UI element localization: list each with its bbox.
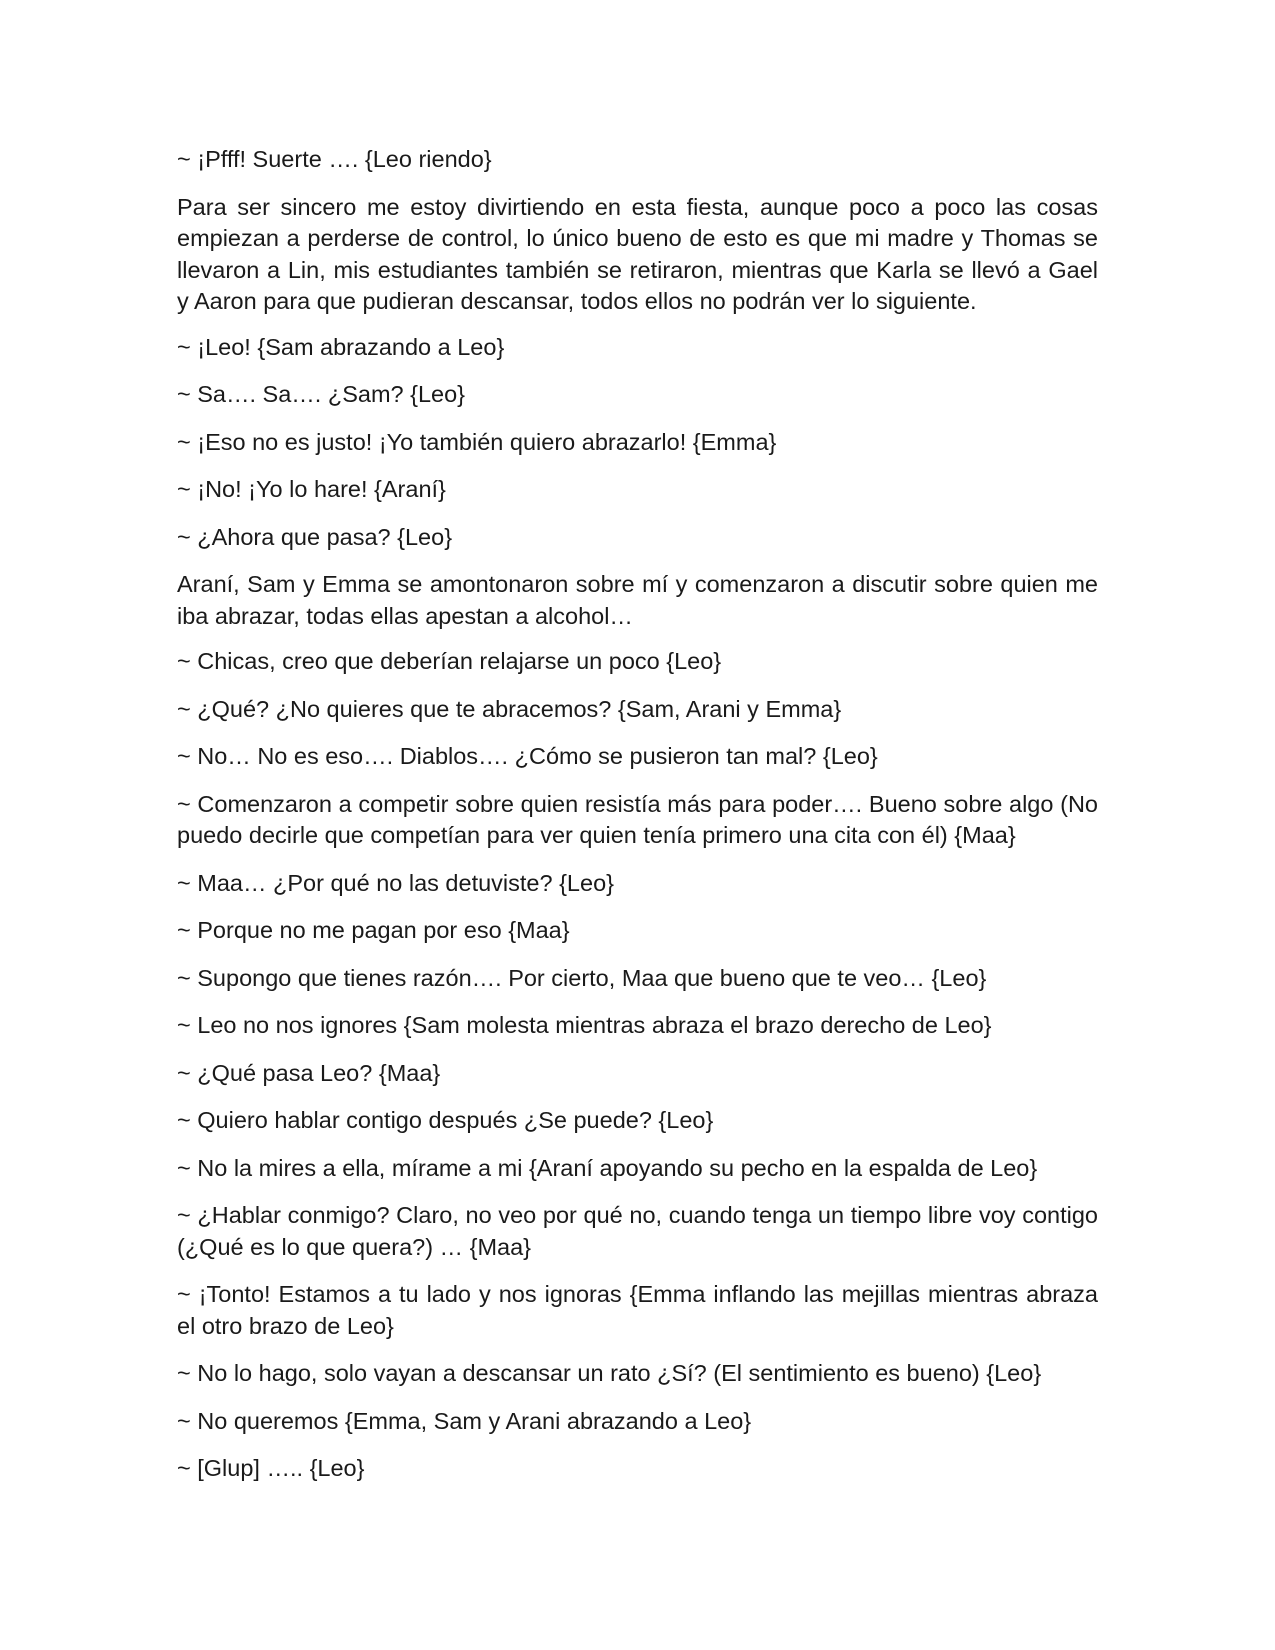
dialogue-line: ~ ¿Hablar conmigo? Claro, no veo por qué no, cuando tenga un tiempo libre voy contigo (¿Qué es lo que quera?) … {Maa} xyxy=(177,1202,1098,1260)
dialogue-line: ~ No lo hago, solo vayan a descansar un rato ¿Sí? (El sentimiento es bueno) {Leo} xyxy=(177,1360,1042,1386)
narration-paragraph: Araní, Sam y Emma se amontonaron sobre mí y comenzaron a discutir sobre quien me iba abrazar, todas ellas apestan a alcohol… xyxy=(177,571,1098,629)
dialogue-line: ~ ¿Qué pasa Leo? {Maa} xyxy=(177,1059,441,1086)
dialogue-line: ~ ¡Tonto! Estamos a tu lado y nos ignoras {Emma inflando las mejillas mientras abraza el otro brazo de Leo} xyxy=(177,1281,1098,1339)
dialogue-line: ~ Chicas, creo que deberían relajarse un poco {Leo} xyxy=(177,648,722,674)
narration-paragraph: Para ser sincero me estoy divirtiendo en esta fiesta, aunque poco a poco las cosas empiezan a perderse de control, lo único bueno de esto es que mi madre y Thomas se llevaron a Lin, mis estudiantes también se retiraron, mientras que Karla se llevó a Gael y Aaron para que pudieran descansar, todos ellos no podrán ver lo siguiente. xyxy=(177,193,1098,314)
dialogue-line: ~ Sa…. Sa…. ¿Sam? {Leo} xyxy=(177,381,466,407)
dialogue-line: ~ ¡No! ¡Yo lo hare! {Araní} xyxy=(177,476,446,502)
dialogue-line: ~ Comenzaron a competir sobre quien resistía más para poder…. Bueno sobre algo (No puedo decirle que competían para ver quien tenía primero una cita con él) {Maa} xyxy=(177,790,1098,848)
dialogue-line: ~ No la mires a ella, mírame a mi {Araní apoyando su pecho en la espalda de Leo} xyxy=(177,1154,1038,1181)
dialogue-line: ~ ¿Qué? ¿No quieres que te abracemos? {Sam, Arani y Emma} xyxy=(177,695,842,722)
dialogue-line: ~ ¿Ahora que pasa? {Leo} xyxy=(177,523,453,550)
document-body xyxy=(177,144,1098,1501)
dialogue-line: ~ [Glup] ….. {Leo} xyxy=(177,1455,365,1481)
dialogue-line: ~ Supongo que tienes razón…. Por cierto, Maa que bueno que te veo… {Leo} xyxy=(177,964,987,991)
dialogue-line: ~ Porque no me pagan por eso {Maa} xyxy=(177,917,570,943)
dialogue-line: ~ Maa… ¿Por qué no las detuviste? {Leo} xyxy=(177,869,614,896)
dialogue-line: ~ Leo no nos ignores {Sam molesta mientras abraza el brazo derecho de Leo} xyxy=(177,1012,992,1038)
dialogue-line: ~ ¡Leo! {Sam abrazando a Leo} xyxy=(177,333,505,360)
dialogue-line: ~ Quiero hablar contigo después ¿Se puede? {Leo} xyxy=(177,1107,714,1133)
dialogue-line: ~ ¡Pfff! Suerte …. {Leo riendo} xyxy=(177,146,492,172)
dialogue-line: ~ ¡Eso no es justo! ¡Yo también quiero abrazarlo! {Emma} xyxy=(177,428,777,455)
dialogue-line: ~ No… No es eso…. Diablos…. ¿Cómo se pusieron tan mal? {Leo} xyxy=(177,743,878,769)
dialogue-line: ~ No queremos {Emma, Sam y Arani abrazando a Leo} xyxy=(177,1407,752,1434)
